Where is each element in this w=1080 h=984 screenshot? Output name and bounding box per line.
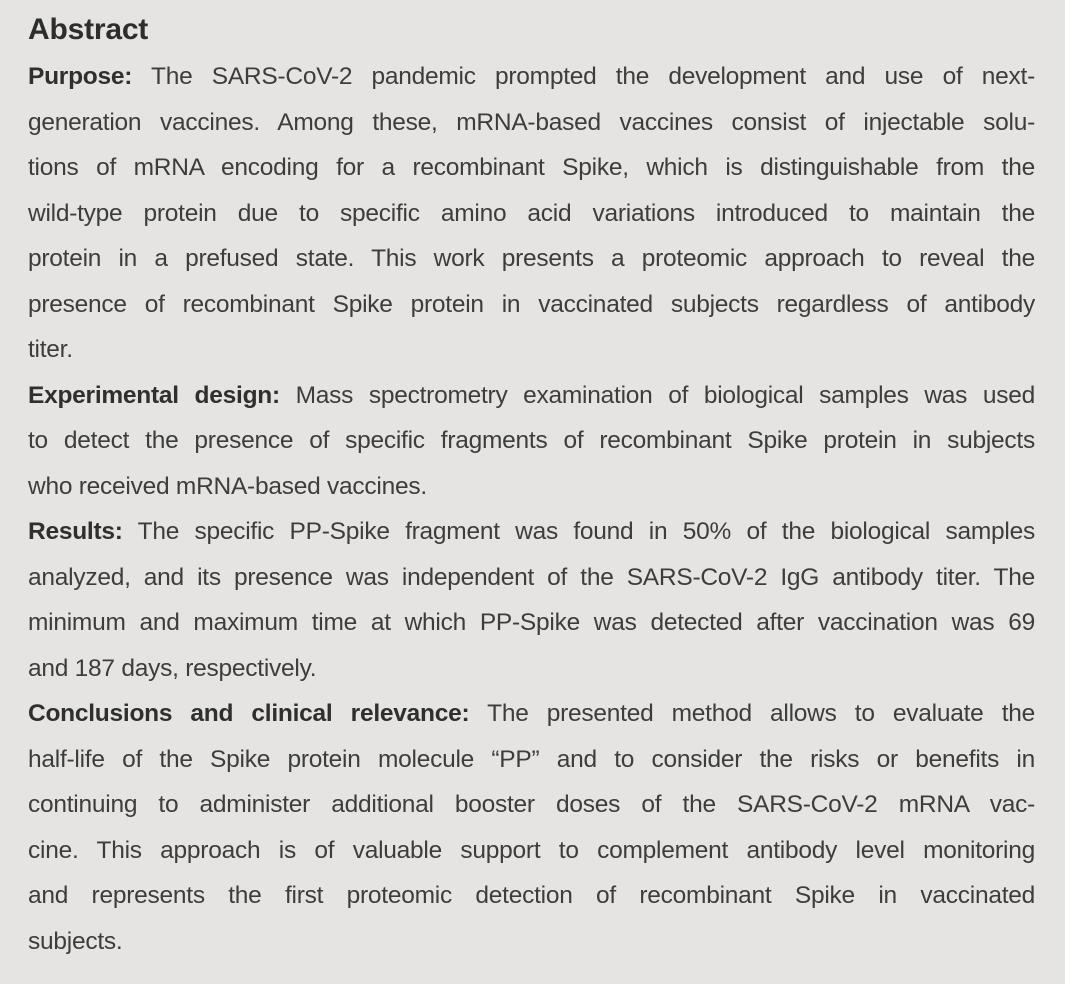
paragraph-label: Conclusions and clinical relevance: <box>28 700 470 727</box>
abstract-line: to detect the presence of specific fragments of recombinant Spike protein in subjects <box>28 427 1035 454</box>
abstract-line: continuing to administer additional booster doses of the SARS-CoV-2 mRNA vac- <box>28 791 1035 818</box>
abstract-line: Experimental design: Mass spectrometry examination of biological samples was used <box>28 381 1035 409</box>
paragraph-label: Purpose: <box>28 63 133 90</box>
abstract-line: wild-type protein due to specific amino acid variations introduced to maintain the <box>28 199 1035 227</box>
abstract-line: subjects. <box>28 927 123 955</box>
abstract-line: who received mRNA-based vaccines. <box>28 472 427 500</box>
abstract-line: presence of recombinant Spike protein in vaccinated subjects regardless of antibody <box>28 290 1035 318</box>
abstract-line: Purpose: The SARS-CoV-2 pandemic prompted the development and use of next- <box>28 63 1035 90</box>
page-right-margin <box>1065 0 1080 984</box>
abstract-line: cine. This approach is of valuable support to complement antibody level monitoring <box>28 836 1035 864</box>
abstract-paragraph <box>28 54 1035 373</box>
paragraph-label: Results: <box>28 518 123 545</box>
paragraph-label: Experimental design: <box>28 381 280 409</box>
abstract-line: Results: The specific PP-Spike fragment was found in 50% of the biological samples <box>28 518 1035 545</box>
abstract-heading: Abstract <box>28 13 149 46</box>
abstract-line: analyzed, and its presence was independent of the SARS-CoV-2 IgG antibody titer. The <box>28 563 1035 591</box>
abstract-line: half-life of the Spike protein molecule “PP” and to consider the risks or benefits in <box>28 745 1035 773</box>
abstract-line: and 187 days, respectively. <box>28 654 317 682</box>
abstract-line: generation vaccines. Among these, mRNA-based vaccines consist of injectable solu- <box>28 108 1035 136</box>
abstract-line: Conclusions and clinical relevance: The presented method allows to evaluate the <box>28 700 1035 727</box>
abstract-line: protein in a prefused state. This work presents a proteomic approach to reveal the <box>28 245 1035 272</box>
abstract-paragraph <box>28 373 1035 510</box>
abstract-paragraph <box>28 691 1035 964</box>
abstract-line: tions of mRNA encoding for a recombinant Spike, which is distinguishable from the <box>28 154 1035 181</box>
abstract-body <box>28 54 1035 964</box>
abstract-line: minimum and maximum time at which PP-Spike was detected after vaccination was 69 <box>28 609 1035 636</box>
abstract-line: and represents the first proteomic detection of recombinant Spike in vaccinated <box>28 882 1035 909</box>
abstract-line: titer. <box>28 336 73 363</box>
abstract-paragraph <box>28 509 1035 691</box>
